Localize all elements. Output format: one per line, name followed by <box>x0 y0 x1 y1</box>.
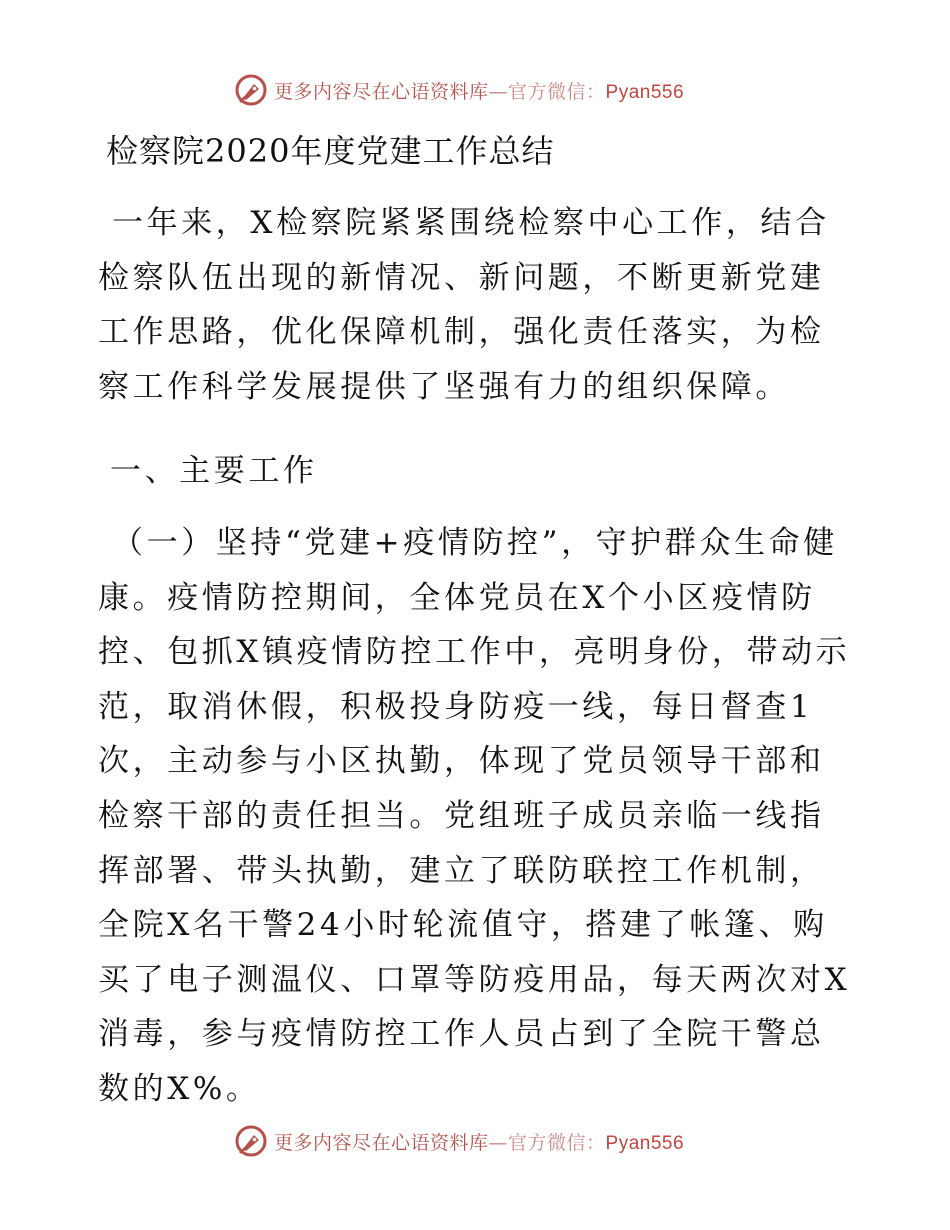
header-banner <box>234 70 684 110</box>
banner-text <box>274 77 684 104</box>
banner-site-text: 更多内容尽在心语资料库 <box>274 80 489 103</box>
pen-nib-logo-icon <box>234 1124 268 1158</box>
banner-separator: — <box>488 80 509 103</box>
footer-banner <box>234 1121 684 1161</box>
intro-paragraph: 一年来，X检察院紧紧围绕检察中心工作，结合检察队伍出现的新情况、新问题，不断更新党建工作思路，优化保障机制，强化责任落实，为检察工作科学发展提供了坚强有力的组织保障。 <box>98 205 830 405</box>
banner-wechat-label: 官方微信： <box>508 1131 606 1154</box>
pen-nib-logo-icon <box>234 73 268 107</box>
section-heading: 一、主要工作 <box>110 453 318 489</box>
banner-wechat-label: 官方微信： <box>508 80 606 103</box>
document-title: 检察院2020年度党建工作总结 <box>106 132 555 170</box>
banner-text <box>274 1128 684 1155</box>
banner-wechat-id: Pyan556 <box>605 1132 685 1154</box>
banner-site-text: 更多内容尽在心语资料库 <box>274 1131 489 1154</box>
body-paragraph: （一）坚持“党建+疫情防控”，守护群众生命健康。疫情防控期间，全体党员在X个小区疫情防控、包抓X镇疫情防控工作中，亮明身份，带动示范，取消休假，积极投身防疫一线，每日督查1次，主动参与小区执勤，体现了党员领导干部和检察干部的责任担当。党组班子成员亲临一线指挥部署、带头执勤，建立了联防联控工作机制，全院X名干警24小时轮流值守，搭建了帐篷、购买了电子测温仪、口罩等防疫用品，每天两次对X消毒，参与疫情防控工作人员占到了全院干警总数的X%。 <box>98 525 851 1107</box>
banner-separator: — <box>488 1131 509 1154</box>
banner-wechat-id: Pyan556 <box>605 81 685 103</box>
